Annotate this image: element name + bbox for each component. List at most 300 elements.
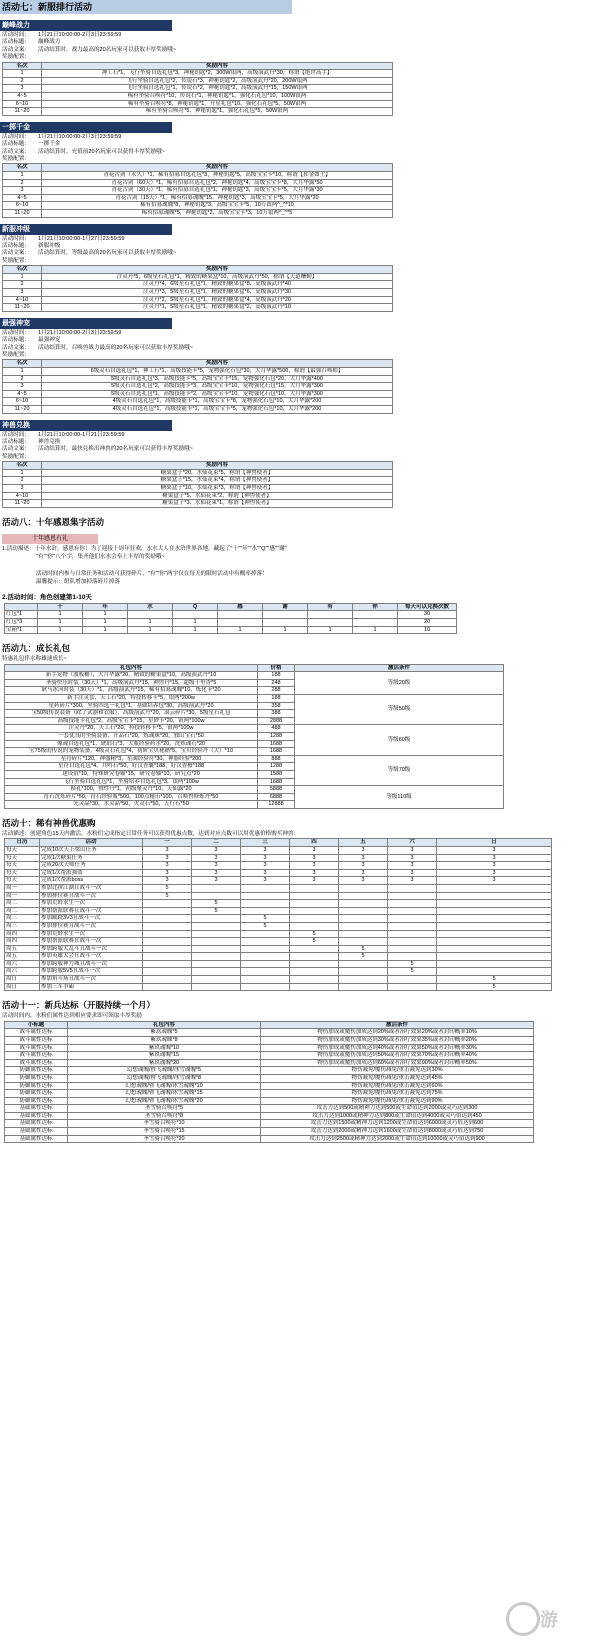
- activation-condition-cell: 等级110级: [295, 786, 504, 809]
- table-header-row: [5, 603, 457, 611]
- table-cell: 圣雪骑召唤符*10: [68, 1120, 261, 1128]
- table-cell: 物伤减免/魔伤减免/重击减免达到30%: [261, 1067, 534, 1075]
- table-cell: 3: [290, 854, 339, 862]
- table-cell: 周三: [5, 915, 40, 923]
- table-header-cell: 激活条件: [295, 664, 504, 672]
- event-title: 巅峰战力: [0, 20, 172, 31]
- table-cell: 20: [398, 618, 457, 626]
- table-cell: 1: [38, 626, 83, 634]
- table-cell: [437, 907, 552, 915]
- table-cell: 3: [143, 846, 192, 854]
- table-cell: [290, 915, 339, 923]
- table-cell: 物伤减免/魔伤减免/重击减免达到45%: [261, 1074, 534, 1082]
- table-row: [3, 390, 393, 398]
- table-cell: 紫玖魂魄*15: [68, 1052, 261, 1060]
- table-cell: [192, 960, 241, 968]
- table-cell: 4~5: [3, 93, 42, 101]
- table-cell: 1688: [258, 778, 295, 786]
- logo-circle-icon: [506, 1602, 540, 1636]
- table-row: [3, 304, 393, 312]
- table-row: [3, 100, 393, 108]
- info-value: 1月21日10:00:00-2月3日23:59:59: [38, 32, 122, 38]
- table-cell: [290, 976, 339, 984]
- table-cell: [388, 922, 437, 930]
- table-cell: [388, 930, 437, 938]
- table-cell: 888: [258, 755, 295, 763]
- section8-desc-2: "有""你"八个字，集齐他们水水会奉上丰厚的奖励哦~: [36, 554, 165, 561]
- table-cell: 攻击力达到2500或精神力达到2000或生命值达到10000或灵巧值达到900: [261, 1135, 534, 1143]
- section11-title: 活动十一：新兵达标（开服持续一个月）: [2, 1000, 156, 1011]
- table-cell: 6~10: [3, 398, 42, 406]
- table-cell: [192, 915, 241, 923]
- info-key: 活动文案：: [2, 46, 30, 53]
- table-row: [3, 179, 393, 187]
- table-row: [5, 915, 552, 923]
- table-cell: 3: [437, 854, 552, 862]
- table-cell: 参加角斗场且战斗一次: [40, 976, 143, 984]
- table-cell: [241, 953, 290, 961]
- table-cell: 5888: [258, 786, 295, 794]
- recruit-target-table: [4, 1021, 534, 1144]
- section8-desc-3: 活动时间内参与日常任务和活动可获得碎片，"有""你"两字仅在每天的限时活动中有概率掉落！: [36, 570, 268, 577]
- table-cell: 1: [3, 367, 42, 375]
- table-row: [5, 755, 504, 763]
- section8-time: 2.活动时间：角色创建第1-10天: [2, 593, 92, 601]
- table-cell: 神工石*1，飞行坐骑自选礼包*3，神秘钥匙*2，300W银两，高级演武丹*30，称谓【绝世高手】: [42, 70, 393, 78]
- info-key: 活动文案：: [2, 446, 30, 453]
- table-cell: 10: [398, 626, 457, 634]
- table-cell: 周一: [5, 884, 40, 892]
- table-cell: 青花古剑（永久）*1，稀有招募自选礼包*3，神秘钥匙*5，高级宝宝卡*10，称谓【挥金如土】: [42, 172, 393, 180]
- table-cell: 周一: [5, 892, 40, 900]
- table-cell: [388, 945, 437, 953]
- table-cell: 参加英雄大会且战斗一次: [40, 953, 143, 961]
- table-cell: 物伤加成或魔伤加成达到60%或者治疗效果90%或者封印概率50%: [261, 1059, 534, 1067]
- table-cell: 1: [38, 611, 83, 619]
- table-cell: 1: [173, 618, 218, 626]
- table-row: [5, 1044, 534, 1052]
- table-cell: [290, 922, 339, 930]
- table-cell: 358: [258, 702, 295, 710]
- table-header-cell: Q: [173, 603, 218, 611]
- table-cell: 1: [3, 273, 42, 281]
- table-cell: 攻击力达到2000或精神力达到1600或生命值达到8000或灵巧值达到750: [261, 1128, 534, 1136]
- table-row: [3, 477, 393, 485]
- info-value: 新服冲级: [38, 242, 61, 249]
- table-cell: 11~20: [3, 209, 42, 217]
- table-cell: 青花古剑（30天）*1，稀有招募自选礼包*1，神秘钥匙*3，高级宝宝卡*5，大月华露*30: [42, 187, 393, 195]
- table-cell: 5: [241, 915, 290, 923]
- ranking-reward-table: [2, 359, 393, 413]
- table-cell: 青花古剑（60天）*1，稀有招募自选礼包*2，神秘钥匙*4，高级宝宝卡*8，大月华露*50: [42, 179, 393, 187]
- table-cell: [241, 892, 290, 900]
- table-cell: 完成1次糖果任务: [40, 854, 143, 862]
- info-value: 1月21日10:00:00-2月3日23:59:59: [38, 329, 122, 336]
- table-cell: 6~10: [3, 202, 42, 210]
- table-cell: [388, 884, 437, 892]
- table-row: [3, 209, 393, 217]
- table-cell: [192, 892, 241, 900]
- table-cell: 新手注灵套，天工石*20，特技转移卡*5，银两*200w: [5, 694, 258, 702]
- info-value: 活动结算时，最快兑换出神兽的20名玩家可以获得丰厚奖励哦~: [38, 446, 193, 453]
- table-cell: 糖果盒子*5，水仙花束*2，称谓【神兽使者】: [42, 492, 393, 500]
- growth-pack-table: [4, 664, 504, 809]
- table-cell: 3: [339, 854, 388, 862]
- table-cell: [339, 900, 388, 908]
- table-cell: [388, 953, 437, 961]
- table-header-cell: 每天可以兑换次数: [398, 603, 457, 611]
- table-cell: 3: [388, 862, 437, 870]
- table-cell: [388, 907, 437, 915]
- table-header-cell: 礼包内容: [68, 1021, 261, 1029]
- table-cell: 3: [241, 869, 290, 877]
- table-row: [3, 93, 393, 101]
- table-cell: 紫玖魂魄*5: [68, 1029, 261, 1037]
- info-value: 一掷千金: [38, 141, 61, 148]
- table-cell: 3: [192, 854, 241, 862]
- reward-config-label: 奖励配置：: [2, 351, 30, 358]
- table-cell: [388, 892, 437, 900]
- table-row: [5, 884, 552, 892]
- table-cell: 1: [83, 611, 128, 619]
- table-cell: 星药碎片*300，坐骑四选一礼包*1，基础培养包*30，高级演武丹*20: [5, 702, 258, 710]
- table-cell: 5: [388, 960, 437, 968]
- table-row: [3, 194, 393, 202]
- table-cell: 宝75级的传说的宠物装备，4级灵石礼包*4，初阶宝贝秘籍*5，宝贝经验丹（大）*10: [5, 748, 258, 756]
- info-value: 1月21日10:00:00-1月27日23:59:59: [38, 235, 125, 242]
- table-row: [5, 983, 552, 991]
- table-header-row: [3, 266, 393, 274]
- table-cell: 5: [192, 900, 241, 908]
- table-cell: 高级技能卡礼包*2，高级宝宝卡*15，星砂卡*20，银两*100w: [5, 717, 258, 725]
- table-cell: [339, 922, 388, 930]
- table-row: [5, 725, 504, 733]
- table-cell: [339, 930, 388, 938]
- table-cell: 战斗属性达标: [5, 1059, 68, 1067]
- table-header-cell: 感: [218, 603, 263, 611]
- table-cell: 3: [339, 869, 388, 877]
- table-cell: [241, 983, 290, 991]
- table-cell: 防御属性达标: [5, 1097, 68, 1105]
- table-cell: 11~20: [3, 108, 42, 116]
- table-cell: 换礼*100，暨性丹*1，初级聚灵丹*10，天仙露*20: [5, 786, 258, 794]
- table-cell: 5: [437, 983, 552, 991]
- info-value: 活动结算时，充值前20名玩家可以获得丰厚奖励哦~: [38, 148, 165, 155]
- table-header-cell: 奖励内容: [42, 462, 393, 470]
- table-cell: 宝箱*1: [5, 626, 38, 634]
- table-cell: [192, 968, 241, 976]
- activation-condition-cell: 等级60级: [295, 725, 504, 755]
- table-header-cell: 价格: [258, 664, 295, 672]
- table-cell: 1: [83, 626, 128, 634]
- info-key: 活动标题：: [2, 438, 30, 445]
- table-cell: 周三: [5, 922, 40, 930]
- section11-desc: 活动时间内，水粉们属性达到相应要求即可领取丰厚奖励: [2, 1013, 142, 1020]
- table-cell: 周二: [5, 900, 40, 908]
- reward-config-label: 奖励配置：: [2, 453, 30, 460]
- table-cell: [241, 960, 290, 968]
- info-value: 1月21日10:00:00-2月3日23:59:59: [38, 133, 122, 140]
- table-cell: [353, 611, 398, 619]
- table-cell: 1: [173, 626, 218, 634]
- table-header-cell: 谢: [263, 603, 308, 611]
- table-header-cell: 名次: [3, 164, 42, 172]
- info-value: 巅峰战力: [38, 39, 61, 46]
- table-header-cell: 日历: [5, 839, 40, 847]
- activation-condition-cell: 等级50级: [295, 694, 504, 724]
- table-cell: 30: [398, 611, 457, 619]
- table-cell: [290, 945, 339, 953]
- table-header-cell: 名次: [3, 62, 42, 70]
- table-cell: 物伤减免/魔伤减免/重击减免达到90%: [261, 1097, 534, 1105]
- table-header-cell: 水: [128, 603, 173, 611]
- table-cell: [339, 976, 388, 984]
- table-cell: [173, 611, 218, 619]
- table-row: [5, 862, 552, 870]
- table-row: [5, 1135, 534, 1143]
- table-cell: 周五: [5, 945, 40, 953]
- table-cell: 周四: [5, 930, 40, 938]
- table-header-cell: 奖励内容: [42, 62, 393, 70]
- table-cell: 6~10: [3, 100, 42, 108]
- table-header-cell: 日: [437, 839, 552, 847]
- table-header-cell: 十: [38, 603, 83, 611]
- table-cell: 参加荒野求生一次: [40, 900, 143, 908]
- table-cell: [263, 618, 308, 626]
- table-cell: 物伤减免/魔伤减免/重击减免达到75%: [261, 1090, 534, 1098]
- table-header-row: [3, 462, 393, 470]
- watermark-logo: [506, 1598, 594, 1634]
- table-cell: 圣雪骑召唤符*8: [68, 1112, 261, 1120]
- table-cell: [143, 960, 192, 968]
- table-row: [5, 960, 552, 968]
- table-row: [5, 846, 552, 854]
- table-cell: 参加三军争霸: [40, 983, 143, 991]
- table-row: [3, 187, 393, 195]
- event-info-line: [2, 47, 600, 54]
- table-row: [5, 976, 552, 984]
- table-cell: 防御属性达标: [5, 1067, 68, 1075]
- section9-subtitle: 特惠礼包伴水称雄速成长~: [2, 656, 67, 663]
- table-cell: 攻击力达到1500或精神力达到1200或生命值达到6000或灵巧值达到600: [261, 1120, 534, 1128]
- table-row: [3, 398, 393, 406]
- table-row: [5, 892, 552, 900]
- table-cell: [339, 960, 388, 968]
- table-cell: [192, 922, 241, 930]
- table-cell: 11~20: [3, 500, 42, 508]
- table-cell: 完成1次帮派boss: [40, 877, 143, 885]
- table-cell: 防御属性达标: [5, 1090, 68, 1098]
- event-info-line: [2, 236, 600, 243]
- event-info-line: [2, 345, 600, 352]
- info-key: 活动时间：: [2, 431, 30, 438]
- table-cell: [290, 884, 339, 892]
- table-cell: 圣雪骑召唤符*5: [68, 1105, 261, 1113]
- table-cell: 4~10: [3, 492, 42, 500]
- table-cell: 11~20: [3, 405, 42, 413]
- table-cell: 1688: [258, 748, 295, 756]
- table-cell: 3: [339, 846, 388, 854]
- table-cell: 5级灵石自选礼包*1，高级技能卡*2，高级宝宝卡*10，宠物强化石包*10，大月华露*300: [42, 390, 393, 398]
- table-header-cell: 活动: [40, 839, 143, 847]
- info-value: 最强神宠: [38, 337, 61, 344]
- table-row: [5, 953, 552, 961]
- event-info-line: [2, 432, 600, 439]
- table-cell: 每天: [5, 877, 40, 885]
- table-cell: 基础属性达标: [5, 1135, 68, 1143]
- table-header-cell: 名次: [3, 266, 42, 274]
- event-info-line: [2, 250, 600, 257]
- table-cell: 飞行坐骑自选礼包*1，坐骑培养自选礼包*3，银两*100w: [5, 778, 258, 786]
- table-cell: [437, 938, 552, 946]
- table-row: [5, 1036, 534, 1044]
- table-row: [3, 85, 393, 93]
- table-cell: 基础属性达标: [5, 1105, 68, 1113]
- table-cell: [437, 968, 552, 976]
- table-cell: 幻想魂魄/暨飞魂魄/冰雪魂魄*5: [68, 1067, 261, 1075]
- table-cell: 5: [192, 907, 241, 915]
- section10-desc: 活动描述：创建角色15天内激活，水粉们完成指定日常任务可以获得优惠点数，达到对应点数可以用优惠价格购买神兽：: [2, 830, 300, 837]
- table-cell: 星符自选礼包*4，共鸣石*50，好汉香囊*188，好汉香檀*188: [5, 763, 258, 771]
- table-cell: [192, 976, 241, 984]
- table-cell: 6级灵石自选礼包*1，神工石*1，高级技能卡*5，宠物强化石包*30，大月华露*500，称谓【最强召唤师】: [42, 367, 393, 375]
- table-cell: [339, 938, 388, 946]
- table-cell: [241, 938, 290, 946]
- beast-discount-table: [4, 838, 552, 991]
- table-cell: [437, 922, 552, 930]
- table-cell: [143, 938, 192, 946]
- table-cell: 3: [241, 846, 290, 854]
- table-cell: 红包*1: [5, 611, 38, 619]
- table-row: [5, 618, 457, 626]
- table-cell: 188: [258, 672, 295, 680]
- table-cell: [437, 884, 552, 892]
- table-cell: 攻击力达到500或精神力达到500或生命值达到2000或灵巧达到300: [261, 1105, 534, 1113]
- table-cell: [218, 618, 263, 626]
- table-cell: 3: [437, 846, 552, 854]
- table-cell: [290, 900, 339, 908]
- table-cell: [290, 968, 339, 976]
- table-cell: [143, 907, 192, 915]
- table-cell: [388, 976, 437, 984]
- table-row: [5, 1029, 534, 1037]
- table-cell: 4级灵石自选礼包*1，高级技能卡*1，高级宝宝卡*8，宠物强化石包*10，大月华露*200: [42, 398, 393, 406]
- table-cell: 1: [263, 626, 308, 634]
- event-info-line: [2, 141, 600, 148]
- event-info-line: [2, 32, 600, 39]
- table-cell: 注灵丹*5，6级星石礼包*1，精致的糖果盒*10，高级演武丹*50，称谓【天道酬勤】: [42, 273, 393, 281]
- table-cell: 战斗属性达标: [5, 1044, 68, 1052]
- table-cell: 稀有坐骑召唤符*10，传说石*1，神秘钥匙*1，强化石礼包*10，100W银两: [42, 93, 393, 101]
- table-cell: 建设值*10，特殊研究卷轴*15，研究卷轴*10，研究点*20: [5, 770, 258, 778]
- table-cell: 1: [308, 626, 353, 634]
- ranking-reward-table: [2, 265, 393, 312]
- table-row: [3, 281, 393, 289]
- table-row: [5, 1090, 534, 1098]
- table-cell: 1: [83, 618, 128, 626]
- table-cell: 1588: [258, 770, 295, 778]
- table-cell: 幻想魂魄/暨飞魂魄/冰雪魂魄*10: [68, 1082, 261, 1090]
- table-header-cell: 奖励内容: [42, 266, 393, 274]
- table-row: [3, 77, 393, 85]
- table-cell: 5级灵石自选礼包*3，高级技能卡*5，高级宝宝卡*15，宠物强化石包*20，大月华露*400: [42, 375, 393, 383]
- table-cell: 周六: [5, 968, 40, 976]
- table-cell: 注灵丹*20，天工石*20，特技转移卡*5，银两*100w: [5, 725, 258, 733]
- table-cell: 3: [241, 862, 290, 870]
- table-cell: 参加帮派联赛且战斗一次: [40, 938, 143, 946]
- table-row: [5, 1067, 534, 1075]
- table-header-cell: 奖励内容: [42, 360, 393, 368]
- table-cell: 物伤加成或魔伤加成达到50%或者治疗效果70%或者封印概率40%: [261, 1052, 534, 1060]
- table-row: [3, 273, 393, 281]
- table-cell: 4~10: [3, 296, 42, 304]
- table-cell: 周四: [5, 938, 40, 946]
- activation-condition-cell: 等级70级: [295, 755, 504, 785]
- table-cell: 参加帮派联赛且战斗一次: [40, 907, 143, 915]
- table-cell: 周日: [5, 976, 40, 984]
- table-cell: 3: [3, 187, 42, 195]
- section8-subtitle: 十年感恩有礼: [2, 534, 98, 544]
- table-cell: 参加排位赛且战斗一次: [40, 922, 143, 930]
- table-cell: [290, 983, 339, 991]
- info-key: 活动时间：: [2, 133, 30, 140]
- table-cell: 3: [290, 869, 339, 877]
- table-cell: 3: [3, 288, 42, 296]
- event-title: 一掷千金: [0, 122, 172, 133]
- table-cell: 3: [3, 383, 42, 391]
- table-cell: [128, 611, 173, 619]
- event-info-line: [2, 337, 600, 344]
- table-cell: 周六: [5, 960, 40, 968]
- table-cell: [388, 915, 437, 923]
- table-row: [3, 108, 393, 116]
- table-cell: [339, 968, 388, 976]
- section8-title: 活动八：十年感恩集字活动: [2, 516, 105, 527]
- table-cell: 光灵晶*30，水灵晶*50，火灵石*50，五行石*50: [5, 801, 258, 809]
- table-row: [5, 945, 552, 953]
- table-cell: 2: [3, 77, 42, 85]
- table-cell: 3: [388, 877, 437, 885]
- table-cell: 基础属性达标: [5, 1120, 68, 1128]
- table-header-row: [3, 360, 393, 368]
- section10-title: 活动十：稀有神兽优惠购: [2, 817, 96, 828]
- event-title: 新服冲级: [0, 224, 172, 235]
- table-cell: 每天: [5, 854, 40, 862]
- table-row: [5, 1059, 534, 1067]
- table-row: [5, 930, 552, 938]
- info-key: 活动文案：: [2, 148, 30, 155]
- ranking-reward-table: [2, 62, 393, 116]
- table-row: [5, 907, 552, 915]
- info-key: 活动时间：: [2, 329, 30, 336]
- table-cell: 3: [290, 877, 339, 885]
- table-cell: 3: [192, 862, 241, 870]
- table-cell: 像魂自选礼包*1，琥珀石*3，大瓶经验药水*20，洗炼魂石*20: [5, 740, 258, 748]
- table-row: [5, 1082, 534, 1090]
- table-cell: [143, 930, 192, 938]
- table-cell: 1: [128, 618, 173, 626]
- table-cell: 糖果盒子*15，水仙花束*4，称谓【神兽使者】: [42, 477, 393, 485]
- info-key: 活动标题：: [2, 141, 30, 148]
- table-header-row: [5, 1021, 534, 1029]
- table-cell: 2: [3, 477, 42, 485]
- table-row: [5, 1097, 534, 1105]
- table-row: [3, 202, 393, 210]
- table-cell: [241, 930, 290, 938]
- table-cell: 3: [388, 854, 437, 862]
- table-cell: [437, 915, 552, 923]
- table-cell: [437, 953, 552, 961]
